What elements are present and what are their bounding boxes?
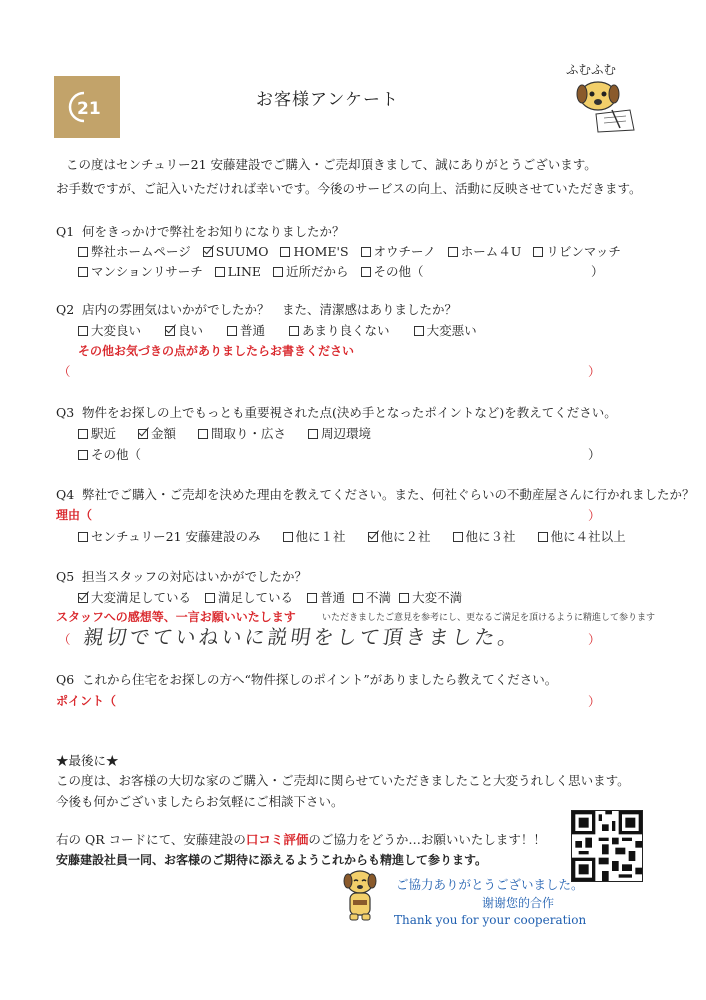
checkbox-checked-icon[interactable] <box>203 247 213 257</box>
q1-option-label: 弊社ホームページ <box>91 244 191 259</box>
checkbox-icon[interactable] <box>78 532 88 542</box>
q3-close-paren: ） <box>588 447 601 462</box>
mascot-dog-writing-icon <box>568 74 638 134</box>
q1-number: Q1 <box>56 224 75 239</box>
q1-option-label: SUUMO <box>215 244 269 259</box>
q3-number: Q3 <box>56 405 75 420</box>
intro-line-1: この度はセンチュリー21 安藤建設でご購入・ご売却頂きまして、誠にありがとうございます。 <box>66 157 597 172</box>
checkbox-icon[interactable] <box>289 326 299 336</box>
checkbox-icon[interactable] <box>78 267 88 277</box>
q4-options <box>78 527 638 545</box>
checkbox-icon[interactable] <box>453 532 463 542</box>
checkbox-checked-icon[interactable] <box>368 532 378 542</box>
q5-option[interactable] <box>353 588 391 606</box>
q3-option-label: 駅近 <box>91 426 117 441</box>
checkbox-icon[interactable] <box>448 247 458 257</box>
checkbox-icon[interactable] <box>198 429 208 439</box>
q5-text: 担当スタッフの対応はいかがでしたか？ <box>82 569 308 584</box>
q3-option-label: 周辺環境 <box>321 426 372 441</box>
checkbox-icon[interactable] <box>414 326 424 336</box>
q4-close-paren: ） <box>588 508 601 523</box>
checkbox-icon[interactable] <box>78 247 88 257</box>
q1-option[interactable] <box>533 242 621 260</box>
q1-option-label: その他（ <box>373 264 424 279</box>
q6-point-field[interactable] <box>124 690 580 708</box>
checkbox-icon[interactable] <box>273 267 283 277</box>
company-logo <box>54 76 120 138</box>
checkbox-checked-icon[interactable] <box>165 326 175 336</box>
q1-option-label: オウチーノ <box>373 244 436 259</box>
q4-reason-label: 理由（ <box>56 508 93 522</box>
q1-option[interactable] <box>78 262 203 280</box>
q5-options <box>78 588 474 606</box>
q4-text: 弊社でご購入・ご売却を決めた理由を教えてください。また、何社ぐらいの不動産屋さんに行かれましたか？ <box>82 487 695 502</box>
qr-code-icon[interactable] <box>571 810 643 882</box>
checkbox-icon[interactable] <box>205 593 215 603</box>
q4-number: Q4 <box>56 487 75 502</box>
q3-text: 物件をお探しの上でもっとも重要視された点(決め手となったポイントなど)を教えてください。 <box>82 405 617 420</box>
q2-question <box>56 300 457 318</box>
checkbox-icon[interactable] <box>538 532 548 542</box>
q3-question <box>56 403 617 421</box>
q3-option[interactable] <box>78 424 116 442</box>
q4-reason-field[interactable] <box>100 504 580 522</box>
q2-option-label: 普通 <box>240 323 266 338</box>
q1-options-row-2 <box>78 262 436 280</box>
q2-option[interactable] <box>78 321 141 339</box>
q1-option-label: マンションリサーチ <box>91 264 203 279</box>
thanks-japanese: ご協力ありがとうございました。 <box>396 877 584 892</box>
q6-close-paren: ） <box>588 694 601 709</box>
q1-option-label: LINE <box>227 264 262 279</box>
q3-option-label: 金額 <box>151 426 177 441</box>
q5-option[interactable] <box>205 588 293 606</box>
q4-option[interactable] <box>538 527 626 545</box>
q4-option[interactable] <box>368 527 431 545</box>
q5-option[interactable] <box>307 588 345 606</box>
q2-option[interactable] <box>289 321 390 339</box>
mascot-top-text: ふむふむ <box>566 62 617 77</box>
checkbox-icon[interactable] <box>78 429 88 439</box>
q1-option[interactable] <box>215 264 261 279</box>
q2-option-label: あまり良くない <box>302 323 390 338</box>
q1-close-paren: ） <box>591 264 604 279</box>
svg-text:21: 21 <box>77 99 101 119</box>
checkbox-icon[interactable] <box>283 532 293 542</box>
q2-text: 店内の雰囲気はいかがでしたか？ また、清潔感はありましたか？ <box>82 302 458 317</box>
q2-option[interactable] <box>227 321 265 339</box>
q1-option[interactable] <box>203 244 269 259</box>
q2-number: Q2 <box>56 302 75 317</box>
q5-option-label: 大変満足している <box>91 590 192 605</box>
checkbox-icon[interactable] <box>399 593 409 603</box>
q5-handwritten-answer[interactable]: 親切でていねいに説明をして頂きました。 <box>82 625 523 649</box>
q5-option-label: 普通 <box>320 590 346 605</box>
q1-option[interactable] <box>361 242 436 260</box>
q4-option[interactable] <box>453 527 516 545</box>
q2-option-label: 大変良い <box>91 323 142 338</box>
q1-option[interactable] <box>280 244 348 259</box>
q3-options <box>78 424 383 442</box>
q4-option-label: 他に２社 <box>380 529 431 544</box>
q3-other-label: その他（ <box>91 447 142 462</box>
closing-line-2: 今後も何かございましたらお気軽にご相談下さい。 <box>56 794 344 809</box>
q4-option[interactable] <box>78 527 261 545</box>
q2-prompt: その他お気づきの点がありましたらお書きください <box>78 344 355 358</box>
q4-option-label: 他に３社 <box>465 529 516 544</box>
q1-question <box>56 222 345 240</box>
closing-qr-post: のご協力をどうか…お願いいたします！！ <box>308 832 546 847</box>
closing-qr-pre: 右の QR コードにて、安藤建設の <box>56 832 246 847</box>
q5-prompt: スタッフへの感想等、一言お願いいたします <box>56 610 296 624</box>
q5-open-paren: （ <box>58 632 71 647</box>
q1-option-label: リビンマッチ <box>546 244 621 259</box>
q5-option-label: 不満 <box>366 590 392 605</box>
q1-option[interactable] <box>361 262 424 280</box>
checkbox-icon[interactable] <box>353 593 363 603</box>
checkbox-icon[interactable] <box>280 247 290 257</box>
closing-heading: ★最後に★ <box>56 753 119 768</box>
q6-number: Q6 <box>56 672 75 687</box>
q2-option[interactable] <box>414 321 477 339</box>
q1-option[interactable] <box>273 262 349 280</box>
q5-option-label: 大変不満 <box>412 590 463 605</box>
q2-open-paren: （ <box>58 364 71 379</box>
q4-question <box>56 485 695 503</box>
checkbox-icon[interactable] <box>533 247 543 257</box>
q5-question <box>56 567 307 585</box>
q1-option-label: HOME'S <box>293 244 349 259</box>
closing-line-4: 安藤建設社員一同、お客様のご期待に添えるようこれからも精進して参ります。 <box>56 853 488 867</box>
thanks-english: Thank you for your cooperation <box>394 913 587 927</box>
q4-option-label: センチュリー21 安藤建設のみ <box>91 529 261 544</box>
q5-option[interactable] <box>399 588 462 606</box>
q2-option[interactable] <box>165 321 203 339</box>
q3-option[interactable] <box>198 424 286 442</box>
q3-option-label: 間取り・広さ <box>211 426 287 441</box>
checkbox-checked-icon[interactable] <box>138 429 148 439</box>
review-highlight: 口コミ評価 <box>245 832 309 847</box>
q3-other-option[interactable] <box>78 445 141 463</box>
q3-option[interactable] <box>308 424 371 442</box>
q2-answer-field[interactable] <box>80 360 580 378</box>
thanks-chinese: 谢谢您的合作 <box>482 896 555 910</box>
intro-line-2: お手数ですが、ご記入いただければ幸いです。今後のサービスの向上、活動に反映させていただきます。 <box>56 181 642 196</box>
q5-option-label: 満足している <box>218 590 294 605</box>
q4-option[interactable] <box>283 527 346 545</box>
checkbox-icon[interactable] <box>361 267 371 277</box>
q6-question <box>56 670 557 688</box>
q2-options <box>78 321 489 339</box>
q2-close-paren: ） <box>588 364 601 379</box>
q4-option-label: 他に４社以上 <box>550 529 626 544</box>
q3-option[interactable] <box>138 424 176 442</box>
q1-option-label: ホーム４U <box>460 244 522 259</box>
closing-line-1: この度は、お客様の大切な家のご購入・ご売却に関らせていただきましたこと大変うれしく思います。 <box>56 773 630 788</box>
checkbox-icon[interactable] <box>361 247 371 257</box>
q4-option-label: 他に１社 <box>295 529 346 544</box>
q1-option[interactable] <box>448 242 522 260</box>
closing-qr-line <box>56 830 546 848</box>
q2-option-label: 良い <box>178 323 204 338</box>
page-title: お客様アンケート <box>256 90 399 110</box>
checkbox-icon[interactable] <box>308 429 318 439</box>
q1-option[interactable] <box>78 242 191 260</box>
mascot-dog-bowing-icon <box>338 866 382 924</box>
q1-option-label: 近所だから <box>286 264 349 279</box>
checkbox-icon[interactable] <box>78 450 88 460</box>
q5-note: いただきましたご意見を参考にし、更なるご満足を頂けるように精進して参ります <box>322 613 656 623</box>
q1-text: 何をきっかけで弊社をお知りになりましたか？ <box>82 224 345 239</box>
q5-number: Q5 <box>56 569 75 584</box>
q5-close-paren: ） <box>588 632 601 647</box>
q1-options-row-1 <box>78 242 633 260</box>
q6-point-label: ポイント（ <box>56 694 117 708</box>
checkbox-checked-icon[interactable] <box>78 593 88 603</box>
century21-logo-icon <box>62 87 112 127</box>
q6-text: これから住宅をお探しの方へ“物件探しのポイント”がありましたら教えてください。 <box>82 672 558 687</box>
checkbox-icon[interactable] <box>78 326 88 336</box>
checkbox-icon[interactable] <box>307 593 317 603</box>
q5-option[interactable] <box>78 588 191 606</box>
q2-option-label: 大変悪い <box>426 323 477 338</box>
checkbox-icon[interactable] <box>227 326 237 336</box>
checkbox-icon[interactable] <box>215 267 225 277</box>
